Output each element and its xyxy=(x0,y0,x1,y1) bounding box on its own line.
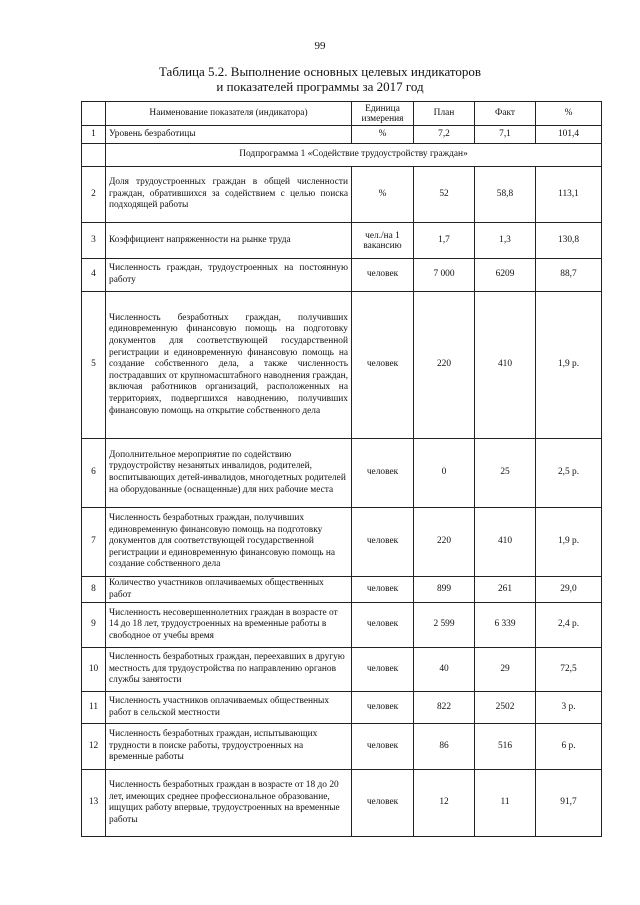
row-plan: 0 xyxy=(414,439,475,508)
row-fact: 11 xyxy=(475,770,536,837)
row-plan: 7 000 xyxy=(414,259,475,292)
row-unit: человек xyxy=(352,648,414,692)
row-number: 5 xyxy=(82,292,106,439)
table-row xyxy=(82,577,602,603)
row-unit: человек xyxy=(352,292,414,439)
row-number: 6 xyxy=(82,439,106,508)
row-name: Коэффициент напряженности на рынке труда xyxy=(106,223,352,259)
table-caption xyxy=(0,64,640,94)
table-row xyxy=(82,259,602,292)
row-plan: 12 xyxy=(414,770,475,837)
row-unit: человек xyxy=(352,692,414,724)
row-fact: 410 xyxy=(475,292,536,439)
header-percent: % xyxy=(536,102,602,126)
row-unit: % xyxy=(352,167,414,223)
header-unit: Единица измерения xyxy=(352,102,414,126)
row-name: Доля трудоустроенных граждан в общей численности граждан, обратившихся за содействием с целью поиска подходящей работы xyxy=(106,167,352,223)
row-plan: 86 xyxy=(414,724,475,770)
row-percent: 3 р. xyxy=(536,692,602,724)
row-name: Численность безработных граждан, получивших единовременную финансовую помощь на подготовку документов для соответствующей государственной регистрации и единовременную финансовую помощь на создание собственного дела xyxy=(106,508,352,577)
row-number: 2 xyxy=(82,167,106,223)
row-unit: человек xyxy=(352,770,414,837)
row-fact: 6209 xyxy=(475,259,536,292)
row-unit: человек xyxy=(352,724,414,770)
row-number: 1 xyxy=(82,126,106,144)
row-percent: 72,5 xyxy=(536,648,602,692)
row-fact: 25 xyxy=(475,439,536,508)
header-name: Наименование показателя (индикатора) xyxy=(106,102,352,126)
row-name: Численность безработных граждан, переехавших в другую местность для трудоустройства по направлению органов службы занятости xyxy=(106,648,352,692)
row-percent: 2,4 р. xyxy=(536,603,602,648)
header-fact: Факт xyxy=(475,102,536,126)
table-row xyxy=(82,770,602,837)
row-name: Количество участников оплачиваемых общественных работ xyxy=(106,577,352,603)
caption-line-1: Таблица 5.2. Выполнение основных целевых индикаторов xyxy=(158,64,482,79)
table-row xyxy=(82,692,602,724)
caption-line-2: и показателей программы за 2017 год xyxy=(216,79,424,94)
table-row xyxy=(82,648,602,692)
row-percent: 113,1 xyxy=(536,167,602,223)
row-plan: 822 xyxy=(414,692,475,724)
row-fact: 1,3 xyxy=(475,223,536,259)
row-plan: 2 599 xyxy=(414,603,475,648)
row-plan: 220 xyxy=(414,508,475,577)
table-row xyxy=(82,508,602,577)
row-name: Численность участников оплачиваемых общественных работ в сельской местности xyxy=(106,692,352,724)
row-name: Дополнительное мероприятие по содействию трудоустройству незанятых инвалидов, родителей, воспитывающих детей-инвалидов, многодетных родителей на оборудованные (оснащенные) для них рабочие места xyxy=(106,439,352,508)
row-fact: 7,1 xyxy=(475,126,536,144)
row-number: 12 xyxy=(82,724,106,770)
row-name: Численность безработных граждан, испытывающих трудности в поиске работы, трудоустроенных на временные работы xyxy=(106,724,352,770)
indicators-table xyxy=(81,101,602,837)
row-unit: человек xyxy=(352,577,414,603)
row-percent: 91,7 xyxy=(536,770,602,837)
row-number: 8 xyxy=(82,577,106,603)
row-fact: 2502 xyxy=(475,692,536,724)
row-percent: 130,8 xyxy=(536,223,602,259)
table-row xyxy=(82,292,602,439)
row-name: Численность несовершеннолетних граждан в возрасте от 14 до 18 лет, трудоустроенных на временные работы в свободное от учебы время xyxy=(106,603,352,648)
row-plan: 7,2 xyxy=(414,126,475,144)
header-number xyxy=(82,102,106,126)
row-unit: человек xyxy=(352,439,414,508)
row-percent: 1,9 р. xyxy=(536,508,602,577)
row-fact: 261 xyxy=(475,577,536,603)
row-percent: 29,0 xyxy=(536,577,602,603)
table-row xyxy=(82,223,602,259)
row-name: Численность безработных граждан в возрасте от 18 до 20 лет, имеющих среднее профессиональное образование, ищущих работу впервые, трудоустроенных на временные работы xyxy=(106,770,352,837)
row-plan: 220 xyxy=(414,292,475,439)
row-number: 3 xyxy=(82,223,106,259)
row-fact: 29 xyxy=(475,648,536,692)
row-name: Уровень безработицы xyxy=(106,126,352,144)
row-unit: % xyxy=(352,126,414,144)
row-fact: 6 339 xyxy=(475,603,536,648)
row-plan: 40 xyxy=(414,648,475,692)
row-name: Численность граждан, трудоустроенных на постоянную работу xyxy=(106,259,352,292)
row-number: 13 xyxy=(82,770,106,837)
header-plan: План xyxy=(414,102,475,126)
row-fact: 410 xyxy=(475,508,536,577)
row-number: 9 xyxy=(82,603,106,648)
table-row xyxy=(82,603,602,648)
row-number: 7 xyxy=(82,508,106,577)
row-percent: 101,4 xyxy=(536,126,602,144)
table-header-row xyxy=(82,102,602,126)
row-unit: человек xyxy=(352,603,414,648)
row-percent: 1,9 р. xyxy=(536,292,602,439)
row-number: 10 xyxy=(82,648,106,692)
subprogram-title: Подпрограмма 1 «Содействие трудоустройству граждан» xyxy=(106,144,602,167)
row-plan: 899 xyxy=(414,577,475,603)
row-plan: 52 xyxy=(414,167,475,223)
row-percent: 2,5 р. xyxy=(536,439,602,508)
row-number: 4 xyxy=(82,259,106,292)
subprogram-row xyxy=(82,144,602,167)
table-row xyxy=(82,724,602,770)
row-fact: 516 xyxy=(475,724,536,770)
row-number: 11 xyxy=(82,692,106,724)
table-row xyxy=(82,439,602,508)
row-plan: 1,7 xyxy=(414,223,475,259)
row-unit: человек xyxy=(352,508,414,577)
row-fact: 58,8 xyxy=(475,167,536,223)
row-unit: чел./на 1 вакансию xyxy=(352,223,414,259)
table-row xyxy=(82,167,602,223)
row-name: Численность безработных граждан, получивших единовременную финансовую помощь на подготовку документов для соответствующей государственной регистрации и единовременную финансовую помощь на создание собственного дела, а также численность пострадавших от крупномасштабного наводнения граждан, включая работников организаций, расположенных на территориях, подвергшихся наводнению, получивших финансовую помощь на открытие собственного дела xyxy=(106,292,352,439)
row-unit: человек xyxy=(352,259,414,292)
row-percent: 6 р. xyxy=(536,724,602,770)
subprogram-number xyxy=(82,144,106,167)
row-percent: 88,7 xyxy=(536,259,602,292)
page-number: 99 xyxy=(314,40,326,52)
table-row xyxy=(82,126,602,144)
